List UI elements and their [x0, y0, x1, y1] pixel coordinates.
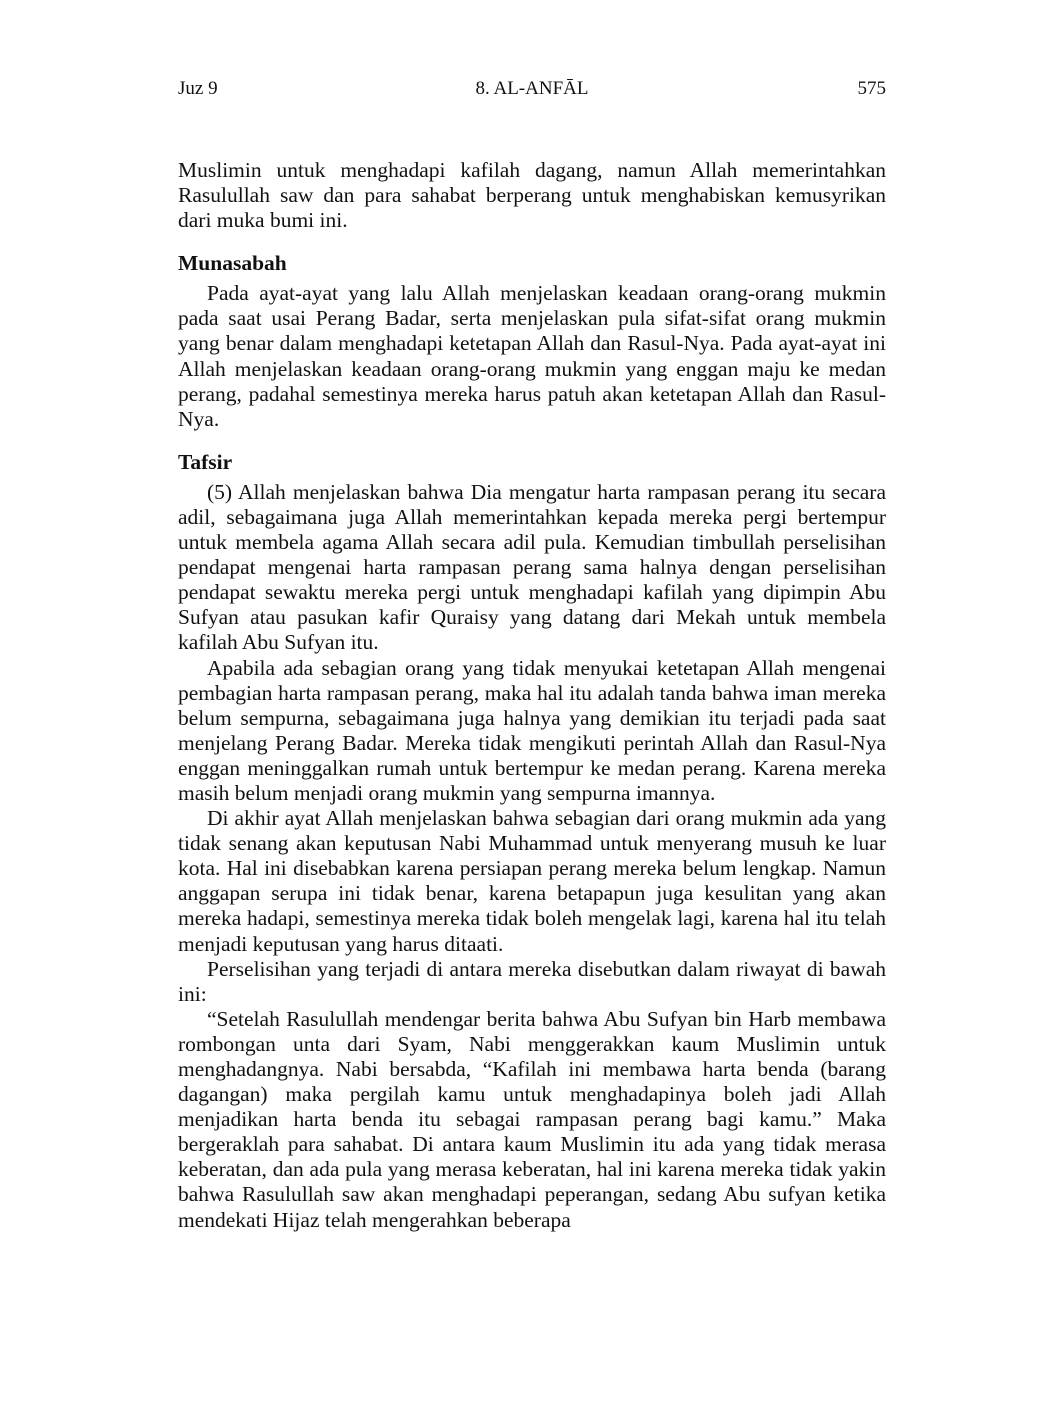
- juz-label: Juz 9: [178, 78, 218, 99]
- page-body: [178, 158, 886, 1233]
- page-number: 575: [857, 78, 886, 99]
- running-header: [178, 76, 886, 102]
- surah-title: 8. AL-ANFĀL: [475, 78, 589, 99]
- munasabah-heading: Munasabah: [178, 251, 287, 276]
- intro-paragraph: Muslimin untuk menghadapi kafilah dagang, namun Allah memerintahkan Rasulullah saw dan para sahabat berperang untuk menghabiskan kemusyrikan dari muka bumi ini.: [178, 158, 886, 233]
- tafsir-paragraph-2: Apabila ada sebagian orang yang tidak menyukai ketetapan Allah mengenai pembagian harta rampasan perang, maka hal itu adalah tanda bahwa iman mereka belum sempurna, sebagaimana juga halnya yang demikian itu terjadi pada saat menjelang Perang Badar. Mereka tidak mengikuti perintah Allah dan Rasul-Nya enggan meninggalkan rumah untuk bertempur ke medan perang. Karena mereka masih belum menjadi orang mukmin yang sempurna imannya.: [178, 655, 886, 805]
- tafsir-paragraph-5: “Setelah Rasulullah mendengar berita bahwa Abu Sufyan bin Harb membawa rombongan unta dari Syam, Nabi menggerakkan kaum Muslimin untuk menghadangnya. Nabi bersabda, “Kafilah ini membawa harta benda (barang dagangan) maka pergilah kamu untuk menghadapinya boleh jadi Allah menjadikan harta benda itu sebagai rampasan perang bagi kamu.” Maka bergeraklah para sahabat. Di antara kaum Muslimin itu ada yang tidak merasa keberatan, dan ada pula yang merasa keberatan, hal ini karena mereka tidak yakin bahwa Rasulullah saw akan menghadapi peperangan, sedang Abu sufyan ketika mendekati Hijaz telah mengerahkan beberapa: [178, 1006, 886, 1232]
- tafsir-paragraph-1: (5) Allah menjelaskan bahwa Dia mengatur harta rampasan perang itu secara adil, sebagaimana juga Allah memerintahkan kepada mereka pergi bertempur untuk membela agama Allah secara adil pula. Kemudian timbullah perselisihan pendapat mengenai harta rampasan perang sama halnya dengan perselisihan pendapat sewaktu mereka pergi untuk menghadapi kafilah yang dipimpin Abu Sufyan atau pasukan kafir Quraisy yang datang dari Mekah untuk membela kafilah Abu Sufyan itu.: [178, 479, 886, 655]
- tafsir-paragraph-4: Perselisihan yang terjadi di antara mereka disebutkan dalam riwayat di bawah ini:: [178, 956, 886, 1006]
- tafsir-heading: Tafsir: [178, 449, 233, 474]
- munasabah-paragraph: Pada ayat-ayat yang lalu Allah menjelaskan keadaan orang-orang mukmin pada saat usai Perang Badar, serta menjelaskan pula sifat-sifat orang mukmin yang benar dalam menghadapi ketetapan Allah dan Rasul-Nya. Pada ayat-ayat ini Allah menjelaskan keadaan orang-orang mukmin yang enggan maju ke medan perang, padahal semestinya mereka harus patuh akan ketetapan Allah dan Rasul-Nya.: [178, 281, 886, 431]
- tafsir-paragraph-3: Di akhir ayat Allah menjelaskan bahwa sebagian dari orang mukmin ada yang tidak senang akan keputusan Nabi Muhammad untuk menyerang musuh ke luar kota. Hal ini disebabkan karena persiapan perang mereka belum lengkap. Namun anggapan serupa ini tidak benar, karena betapapun juga kesulitan yang akan mereka hadapi, semestinya mereka tidak boleh mengelak lagi, karena hal itu telah menjadi keputusan yang harus ditaati.: [178, 806, 886, 956]
